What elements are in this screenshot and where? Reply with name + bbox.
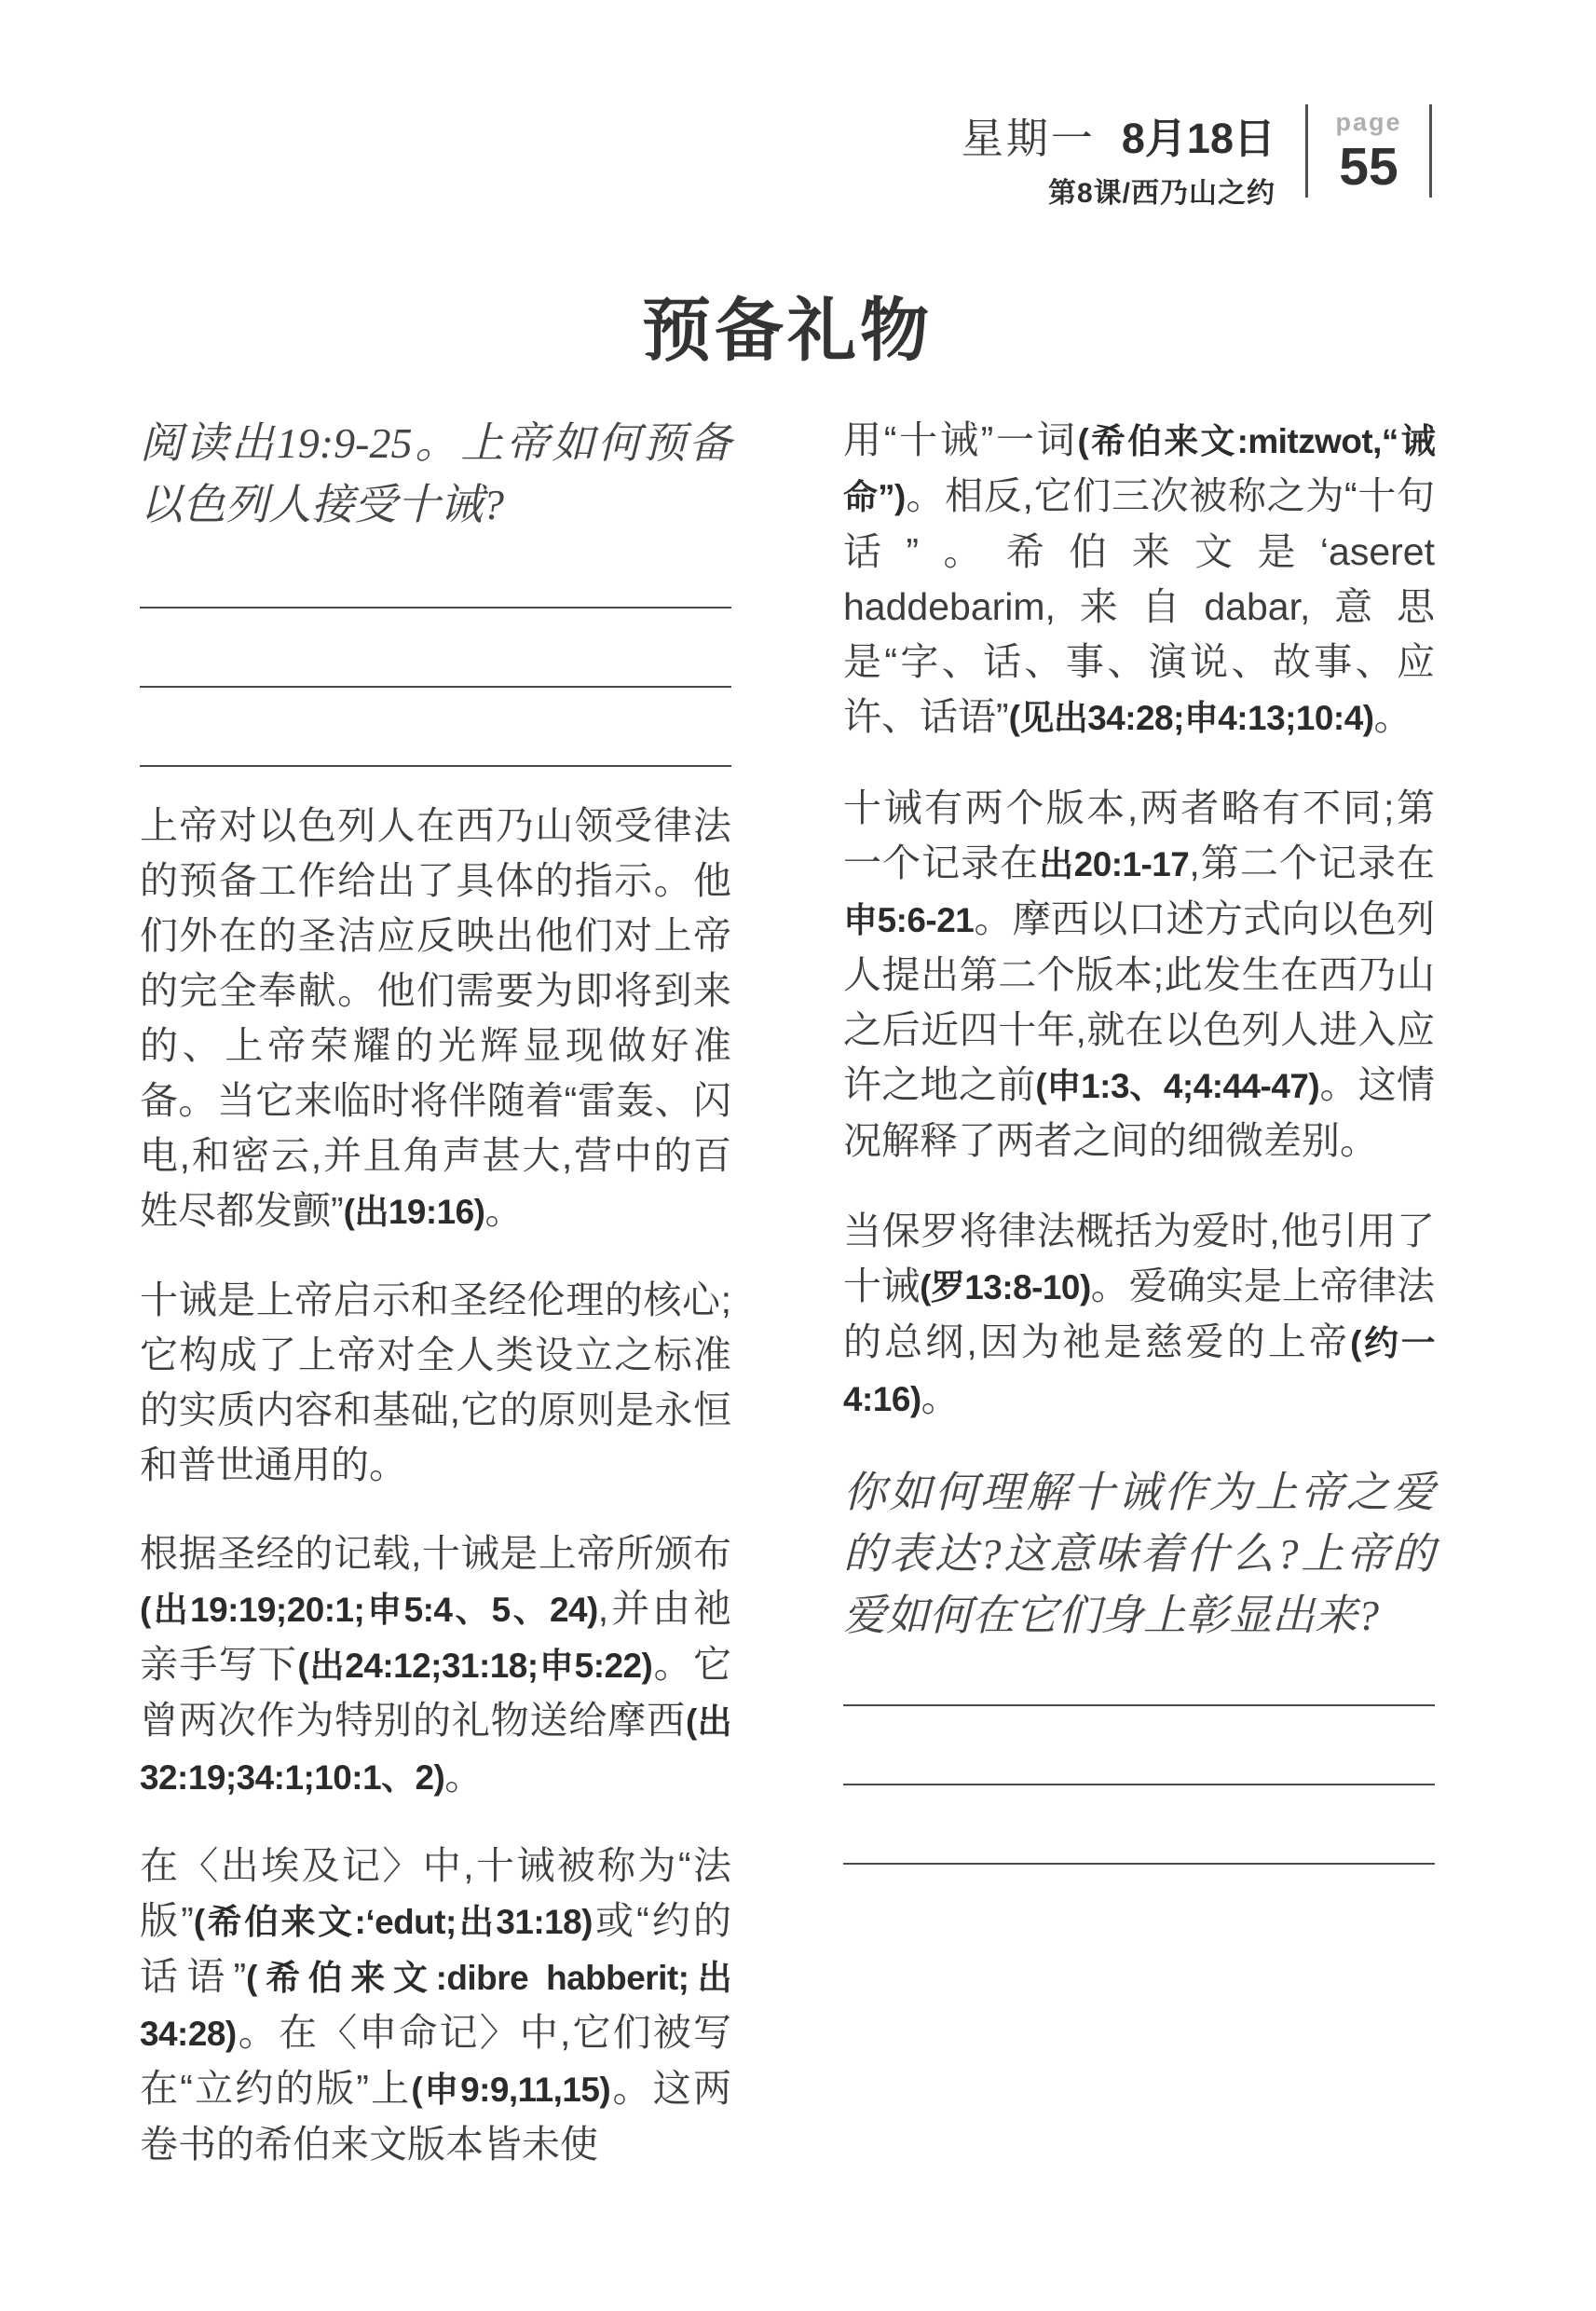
text-segment: 。爱确实是上帝律法的总纲,因为祂是慈爱的上帝	[843, 1265, 1435, 1363]
answer-line	[843, 1784, 1435, 1785]
scripture-ref: 申5:6-21	[843, 901, 975, 939]
date-block	[961, 104, 1275, 209]
text-segment: 。这情况解释了两者之间的细微差别。	[843, 1063, 1435, 1162]
scripture-ref: (希伯来文:mitzwot,“诫命”)	[843, 422, 1435, 516]
study-question: 阅读出19:9-25。上帝如何预备以色列人接受十诫?	[140, 419, 731, 528]
paragraph	[140, 1273, 731, 1493]
text-segment: 在〈出埃及记〉中,十诫被称为“法版”	[140, 1844, 731, 1942]
scripture-ref: (约一4:16)	[843, 1324, 1435, 1418]
paragraph	[140, 799, 731, 1239]
scripture-ref: (希伯来文:dibre habberit;出34:28)	[140, 1959, 732, 2053]
answer-lines	[843, 1704, 1435, 1865]
date-line	[962, 116, 1275, 162]
text-segment: 。	[921, 1376, 960, 1419]
text-segment: 当保罗将律法概括为爱时,他引用了十诫	[843, 1210, 1435, 1307]
text-segment: 。相反,它们三次被称之为“十句话”。希伯来文是‘aseret haddebarim,来自dabar,意思是“字、话、事、演说、故事、应许、话语”	[843, 474, 1436, 738]
answer-line	[140, 607, 731, 609]
text-segment: 。	[444, 1755, 484, 1798]
content-columns	[140, 413, 1435, 2172]
text-segment: 或“约的话语”	[140, 1899, 731, 1998]
text-segment: 。它曾两次作为特别的礼物送给摩西	[140, 1643, 732, 1742]
scripture-ref: (出32:19;34:1;10:1、2)	[140, 1702, 731, 1797]
page-block	[1308, 104, 1429, 198]
scripture-ref: (申9:9,11,15)	[411, 2071, 611, 2109]
answer-line	[140, 765, 731, 767]
answer-line	[843, 1704, 1435, 1706]
text-segment: 。摩西以口述方式向以色列人提出第二个版本;此发生在西乃山之后近四十年,就在以色列人进入应许之地之前	[843, 897, 1436, 1106]
header-divider	[1429, 104, 1432, 198]
answer-line	[843, 1863, 1435, 1865]
page-header	[961, 104, 1432, 209]
page-number: 55	[1339, 137, 1398, 197]
text-segment: 用“十诫”一词	[843, 418, 1078, 461]
right-column	[843, 413, 1435, 2172]
answer-line	[140, 686, 731, 688]
scripture-ref: (出19:16)	[343, 1193, 485, 1231]
paragraph	[140, 1526, 731, 1805]
reflection-question: 你如何理解十诫作为上帝之爱的表达?这意味着什么?上帝的爱如何在它们身上彰显出来?	[843, 1469, 1435, 1639]
text-segment: 上帝对以色列人在西乃山领受律法的预备工作给出了具体的指示。他们外在的圣洁应反映出他们对上帝的完全奉献。他们需要为即将到来的、上帝荣耀的光辉显现做好准备。当它来临时将伴随着“雷轰、闪电,和密云,并且角声甚大,营中的百姓尽都发颤”	[140, 804, 731, 1232]
text-segment: ,第二个记录在	[1189, 841, 1435, 884]
answer-lines	[140, 607, 731, 767]
lesson-label: 第8课/西乃山之约	[1047, 177, 1275, 209]
text-segment: 十诫是上帝启示和圣经伦理的核心;它构成了上帝对全人类设立之标准的实质内容和基础,它的原则是永恒和普世通用的。	[140, 1279, 731, 1486]
scripture-ref: (出24:12;31:18;申5:22)	[297, 1647, 653, 1685]
text-segment: 十诫有两个版本,两者略有不同;第一个记录在	[843, 786, 1435, 884]
text-segment: 。在〈申命记〉中,它们被写在“立约的版”上	[140, 2011, 731, 2110]
left-column	[140, 413, 731, 2172]
paragraph	[843, 781, 1435, 1169]
paragraph	[843, 1204, 1435, 1427]
date-label: 8月18日	[1121, 115, 1275, 162]
scripture-ref: (出19:19;20:1;申5:4、5、24)	[140, 1591, 598, 1629]
page-label: page	[1335, 108, 1402, 136]
text-segment: 根据圣经的记载,十诫是上帝所颁布	[140, 1532, 731, 1575]
weekday-label: 星期一	[961, 115, 1096, 162]
text-segment: 。这两卷书的希伯来文版本皆未使	[140, 2067, 731, 2166]
scripture-ref: (希伯来文:‘edut;出31:18)	[193, 1903, 593, 1941]
scripture-ref: (申1:3、4;4:44-47)	[1035, 1067, 1320, 1105]
page-title: 预备礼物	[642, 294, 933, 370]
scripture-ref: (罗13:8-10)	[920, 1268, 1091, 1306]
scripture-ref: 出20:1-17	[1039, 845, 1190, 883]
paragraph	[140, 1839, 731, 2172]
paragraph	[843, 413, 1435, 745]
text-segment: 。	[1373, 695, 1412, 738]
scripture-ref: (见出34:28;申4:13;10:4)	[1008, 699, 1374, 737]
text-segment: ,并由祂亲手写下	[140, 1587, 731, 1686]
text-segment: 。	[484, 1189, 524, 1232]
